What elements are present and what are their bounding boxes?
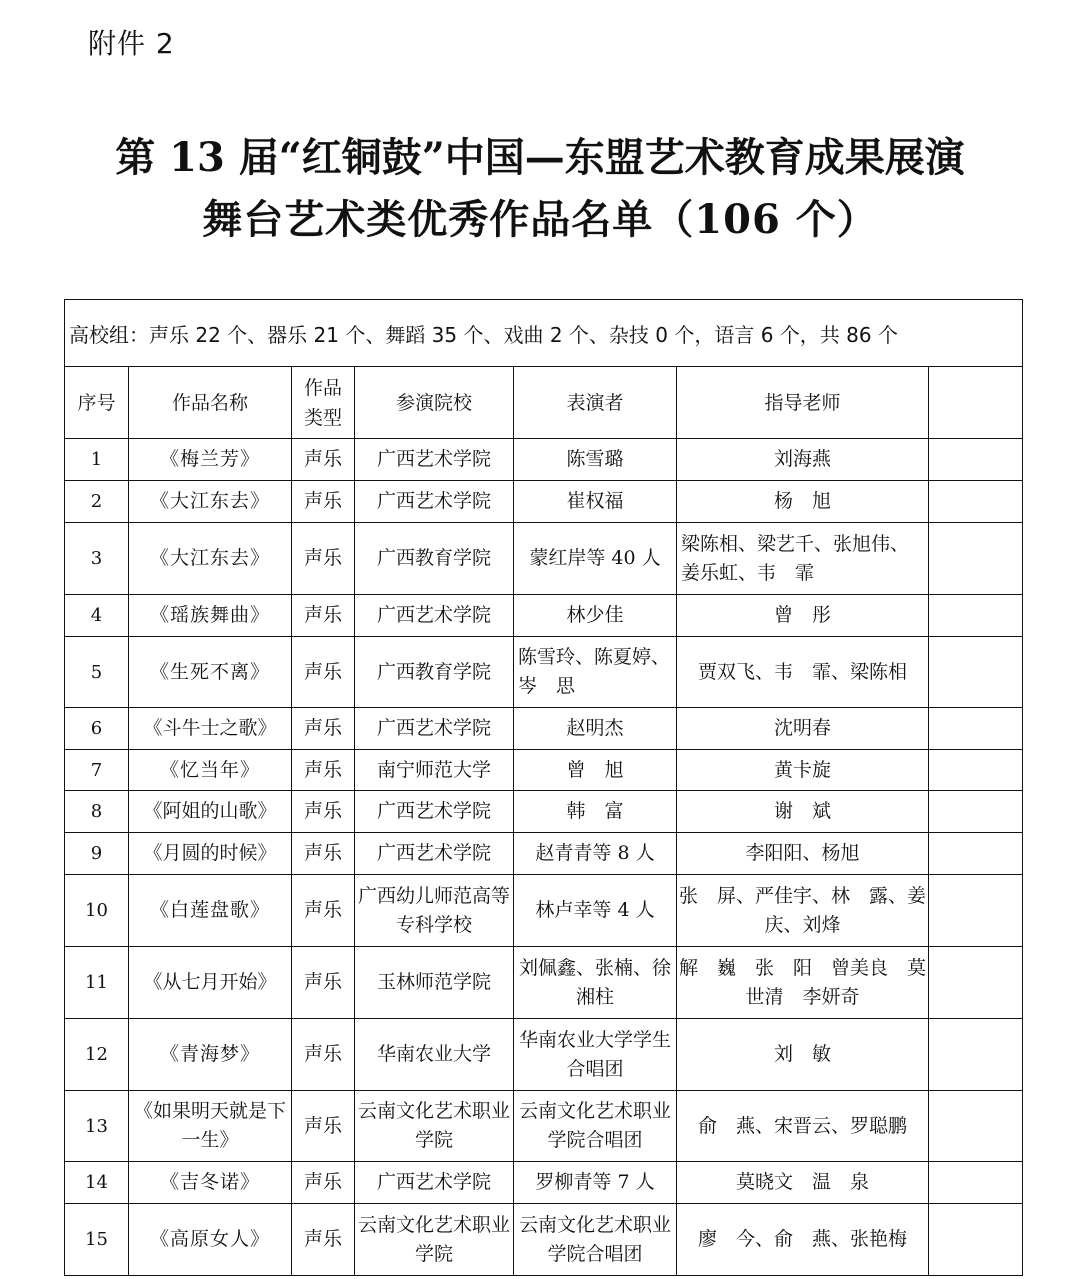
cell-no: 11 <box>65 947 129 1019</box>
cell-type: 声乐 <box>292 637 355 708</box>
header-performer: 表演者 <box>514 367 677 439</box>
cell-work: 《月圆的时候》 <box>129 833 292 875</box>
cell-type: 声乐 <box>292 708 355 750</box>
table-row <box>65 595 1023 637</box>
cell-type: 声乐 <box>292 1162 355 1204</box>
cell-type: 声乐 <box>292 439 355 481</box>
table-row <box>65 637 1023 708</box>
cell-performer: 云南文化艺术职业学院合唱团 <box>514 1091 677 1162</box>
cell-type: 声乐 <box>292 1019 355 1091</box>
cell-extra <box>929 947 1023 1019</box>
cell-performer: 赵青青等 8 人 <box>514 833 677 875</box>
cell-work: 《青海梦》 <box>129 1019 292 1091</box>
cell-no: 10 <box>65 875 129 947</box>
group-summary: 高校组：声乐 22 个、器乐 21 个、舞蹈 35 个、戏曲 2 个、杂技 0 个，语言 6 个，共 86 个 <box>65 300 1023 367</box>
cell-school: 南宁师范大学 <box>355 750 514 791</box>
cell-no: 14 <box>65 1162 129 1204</box>
cell-work: 《吉冬诺》 <box>129 1162 292 1204</box>
document-title-line-2: 舞台艺术类优秀作品名单（106 个） <box>202 196 878 243</box>
header-school: 参演院校 <box>355 367 514 439</box>
cell-no: 12 <box>65 1019 129 1091</box>
summary-row <box>65 300 1023 367</box>
document-title-line-1: 第 13 届“红铜鼓”中国—东盟艺术教育成果展演 <box>115 134 965 181</box>
cell-school: 广西幼儿师范高等专科学校 <box>355 875 514 947</box>
header-type-line-2: 类型 <box>303 406 342 429</box>
cell-work: 《生死不离》 <box>129 637 292 708</box>
cell-work: 《大江东去》 <box>129 481 292 523</box>
cell-teacher: 解 巍 张 阳 曾美良 莫世清 李妍奇 <box>677 947 929 1019</box>
cell-school: 广西艺术学院 <box>355 439 514 481</box>
cell-extra <box>929 1091 1023 1162</box>
cell-type: 声乐 <box>292 1204 355 1276</box>
cell-no: 7 <box>65 750 129 791</box>
cell-teacher: 梁陈相、梁艺千、张旭伟、姜乐虹、韦 霏 <box>677 523 929 595</box>
cell-performer: 韩 富 <box>514 791 677 833</box>
cell-work: 《如果明天就是下一生》 <box>129 1091 292 1162</box>
cell-performer: 蒙红岸等 40 人 <box>514 523 677 595</box>
cell-extra <box>929 708 1023 750</box>
cell-type: 声乐 <box>292 833 355 875</box>
cell-performer: 刘佩鑫、张楠、徐湘柱 <box>514 947 677 1019</box>
cell-teacher: 杨 旭 <box>677 481 929 523</box>
cell-performer: 陈雪璐 <box>514 439 677 481</box>
cell-school: 广西艺术学院 <box>355 595 514 637</box>
cell-type: 声乐 <box>292 523 355 595</box>
cell-teacher: 黄卡旋 <box>677 750 929 791</box>
cell-school: 云南文化艺术职业学院 <box>355 1204 514 1276</box>
cell-performer: 曾 旭 <box>514 750 677 791</box>
cell-teacher: 俞 燕、宋晋云、罗聪鹏 <box>677 1091 929 1162</box>
cell-performer: 云南文化艺术职业学院合唱团 <box>514 1204 677 1276</box>
table-row <box>65 481 1023 523</box>
cell-school: 广西艺术学院 <box>355 708 514 750</box>
cell-extra <box>929 439 1023 481</box>
cell-school: 云南文化艺术职业学院 <box>355 1091 514 1162</box>
table-row <box>65 708 1023 750</box>
cell-type: 声乐 <box>292 875 355 947</box>
cell-work: 《瑶族舞曲》 <box>129 595 292 637</box>
cell-work: 《大江东去》 <box>129 523 292 595</box>
table-row <box>65 1091 1023 1162</box>
cell-teacher: 曾 彤 <box>677 595 929 637</box>
cell-teacher: 廖 今、俞 燕、张艳梅 <box>677 1204 929 1276</box>
cell-teacher: 莫晓文 温 泉 <box>677 1162 929 1204</box>
cell-extra <box>929 833 1023 875</box>
cell-teacher: 李阳阳、杨旭 <box>677 833 929 875</box>
header-teacher: 指导老师 <box>677 367 929 439</box>
cell-type: 声乐 <box>292 481 355 523</box>
cell-teacher: 刘海燕 <box>677 439 929 481</box>
cell-extra <box>929 481 1023 523</box>
cell-school: 广西艺术学院 <box>355 791 514 833</box>
cell-work: 《忆当年》 <box>129 750 292 791</box>
cell-no: 3 <box>65 523 129 595</box>
cell-extra <box>929 1019 1023 1091</box>
cell-work: 《白莲盘歌》 <box>129 875 292 947</box>
cell-no: 8 <box>65 791 129 833</box>
attachment-label: 附件 2 <box>88 27 175 60</box>
cell-work: 《从七月开始》 <box>129 947 292 1019</box>
cell-work: 《梅兰芳》 <box>129 439 292 481</box>
table-row <box>65 1204 1023 1276</box>
cell-no: 15 <box>65 1204 129 1276</box>
cell-performer: 赵明杰 <box>514 708 677 750</box>
header-no: 序号 <box>65 367 129 439</box>
table-row <box>65 1019 1023 1091</box>
cell-school: 广西教育学院 <box>355 637 514 708</box>
cell-extra <box>929 750 1023 791</box>
cell-extra <box>929 595 1023 637</box>
header-extra <box>929 367 1023 439</box>
cell-work: 《斗牛士之歌》 <box>129 708 292 750</box>
cell-school: 华南农业大学 <box>355 1019 514 1091</box>
header-type <box>292 367 355 439</box>
cell-work: 《高原女人》 <box>129 1204 292 1276</box>
cell-teacher: 刘 敏 <box>677 1019 929 1091</box>
cell-school: 广西艺术学院 <box>355 833 514 875</box>
table-row <box>65 439 1023 481</box>
cell-extra <box>929 791 1023 833</box>
cell-type: 声乐 <box>292 750 355 791</box>
cell-performer: 罗柳青等 7 人 <box>514 1162 677 1204</box>
table-row <box>65 523 1023 595</box>
cell-work: 《阿姐的山歌》 <box>129 791 292 833</box>
cell-type: 声乐 <box>292 1091 355 1162</box>
cell-teacher: 张 屏、严佳宇、林 露、姜 庆、刘烽 <box>677 875 929 947</box>
table-row <box>65 1162 1023 1204</box>
cell-school: 玉林师范学院 <box>355 947 514 1019</box>
cell-performer: 陈雪玲、陈夏婷、岑 思 <box>514 637 677 708</box>
header-row <box>65 367 1023 439</box>
cell-school: 广西艺术学院 <box>355 1162 514 1204</box>
table-row <box>65 750 1023 791</box>
cell-extra <box>929 1162 1023 1204</box>
cell-no: 9 <box>65 833 129 875</box>
cell-no: 6 <box>65 708 129 750</box>
cell-teacher: 沈明春 <box>677 708 929 750</box>
table-row <box>65 947 1023 1019</box>
cell-type: 声乐 <box>292 595 355 637</box>
cell-performer: 华南农业大学学生合唱团 <box>514 1019 677 1091</box>
cell-performer: 林卢幸等 4 人 <box>514 875 677 947</box>
cell-extra <box>929 1204 1023 1276</box>
cell-extra <box>929 637 1023 708</box>
table-row <box>65 875 1023 947</box>
cell-extra <box>929 523 1023 595</box>
cell-performer: 林少佳 <box>514 595 677 637</box>
cell-teacher: 谢 斌 <box>677 791 929 833</box>
cell-no: 1 <box>65 439 129 481</box>
cell-no: 4 <box>65 595 129 637</box>
header-type-line-1: 作品 <box>303 376 342 399</box>
cell-performer: 崔权福 <box>514 481 677 523</box>
cell-no: 13 <box>65 1091 129 1162</box>
cell-type: 声乐 <box>292 947 355 1019</box>
cell-school: 广西艺术学院 <box>355 481 514 523</box>
cell-type: 声乐 <box>292 791 355 833</box>
cell-no: 2 <box>65 481 129 523</box>
table-row <box>65 791 1023 833</box>
header-work: 作品名称 <box>129 367 292 439</box>
table-row <box>65 833 1023 875</box>
award-list-table <box>64 299 1023 1276</box>
cell-teacher: 贾双飞、韦 霏、梁陈相 <box>677 637 929 708</box>
cell-no: 5 <box>65 637 129 708</box>
cell-school: 广西教育学院 <box>355 523 514 595</box>
